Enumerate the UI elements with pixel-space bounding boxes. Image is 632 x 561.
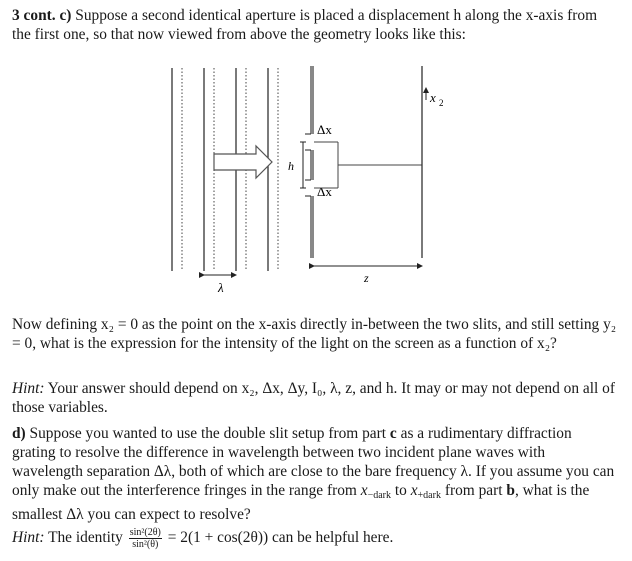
aperture-bar-bottom bbox=[310, 196, 314, 258]
hint-c-text: Your answer should depend on x₂, Δx, Δy, I₀, λ, z, and h. It may or may not depend on all of those variables. bbox=[12, 380, 615, 416]
hint-d-text-before: The identity bbox=[48, 529, 123, 547]
part-c-intro bbox=[12, 6, 618, 44]
identity-fraction bbox=[129, 527, 162, 550]
part-d-text-after-range: from part bbox=[444, 482, 503, 499]
part-d-ref-b: b bbox=[506, 482, 515, 499]
question-c: Now defining x₂ = 0 as the point on the x-axis directly in-between the two slits, and still setting y₂ = 0, what is the expression for the intensity of the light on the screen as a function of x₂? bbox=[12, 316, 617, 352]
part-c-heading: 3 cont. c) bbox=[12, 7, 72, 24]
x-minus-dark-sub: −dark bbox=[367, 490, 391, 501]
label-h: h bbox=[288, 159, 294, 173]
fraction-numerator: sin²(2θ) bbox=[129, 527, 161, 538]
x-minus-dark: x bbox=[360, 482, 368, 499]
label-z: z bbox=[364, 271, 369, 285]
to-word: to bbox=[394, 482, 407, 499]
label-dx-top: Δx bbox=[317, 122, 332, 137]
hint-c-label: Hint: bbox=[12, 380, 45, 397]
hint-d-text-after: = 2(1 + cos(2θ)) can be helpful here. bbox=[167, 529, 394, 547]
double-slit-diagram bbox=[160, 66, 480, 298]
label-lambda: λ bbox=[218, 280, 224, 295]
part-d-text-end: , what is the smallest Δλ you can expect to resolve? bbox=[12, 482, 590, 523]
part-d-text-before: Suppose you wanted to use the double slit setup from part bbox=[29, 425, 387, 442]
fraction-denominator: sin²(θ) bbox=[132, 539, 159, 550]
aperture-bar-top bbox=[310, 66, 314, 134]
aperture-bar-middle bbox=[310, 150, 314, 180]
double-slit-figure bbox=[160, 66, 480, 298]
x-plus-dark-sub: +dark bbox=[417, 490, 441, 501]
part-d bbox=[12, 424, 618, 524]
part-d-ref-c: c bbox=[389, 425, 397, 442]
label-dx-bottom: Δx bbox=[317, 184, 332, 199]
part-c-intro-text: Suppose a second identical aperture is placed a displacement h along the x-axis from the first one, so that now viewed from above the geometry looks like this: bbox=[12, 7, 598, 43]
x-plus-dark: x bbox=[410, 482, 418, 499]
part-d-label: d) bbox=[12, 425, 26, 442]
hint-d-label: Hint: bbox=[12, 529, 45, 547]
part-d-text-middle: as a rudimentary diffraction grating to resolve the difference in wavelength between two incident plane waves with wavelength separation Δλ, both of which are close to the bare frequency λ. If you assume you can only make out the interference fringes in the range from bbox=[12, 425, 615, 499]
hint-d bbox=[12, 527, 618, 550]
label-x2-sub: 2 bbox=[439, 98, 444, 108]
label-x2: x bbox=[430, 90, 436, 105]
hint-c bbox=[12, 379, 618, 417]
propagation-arrow-icon bbox=[214, 146, 272, 178]
